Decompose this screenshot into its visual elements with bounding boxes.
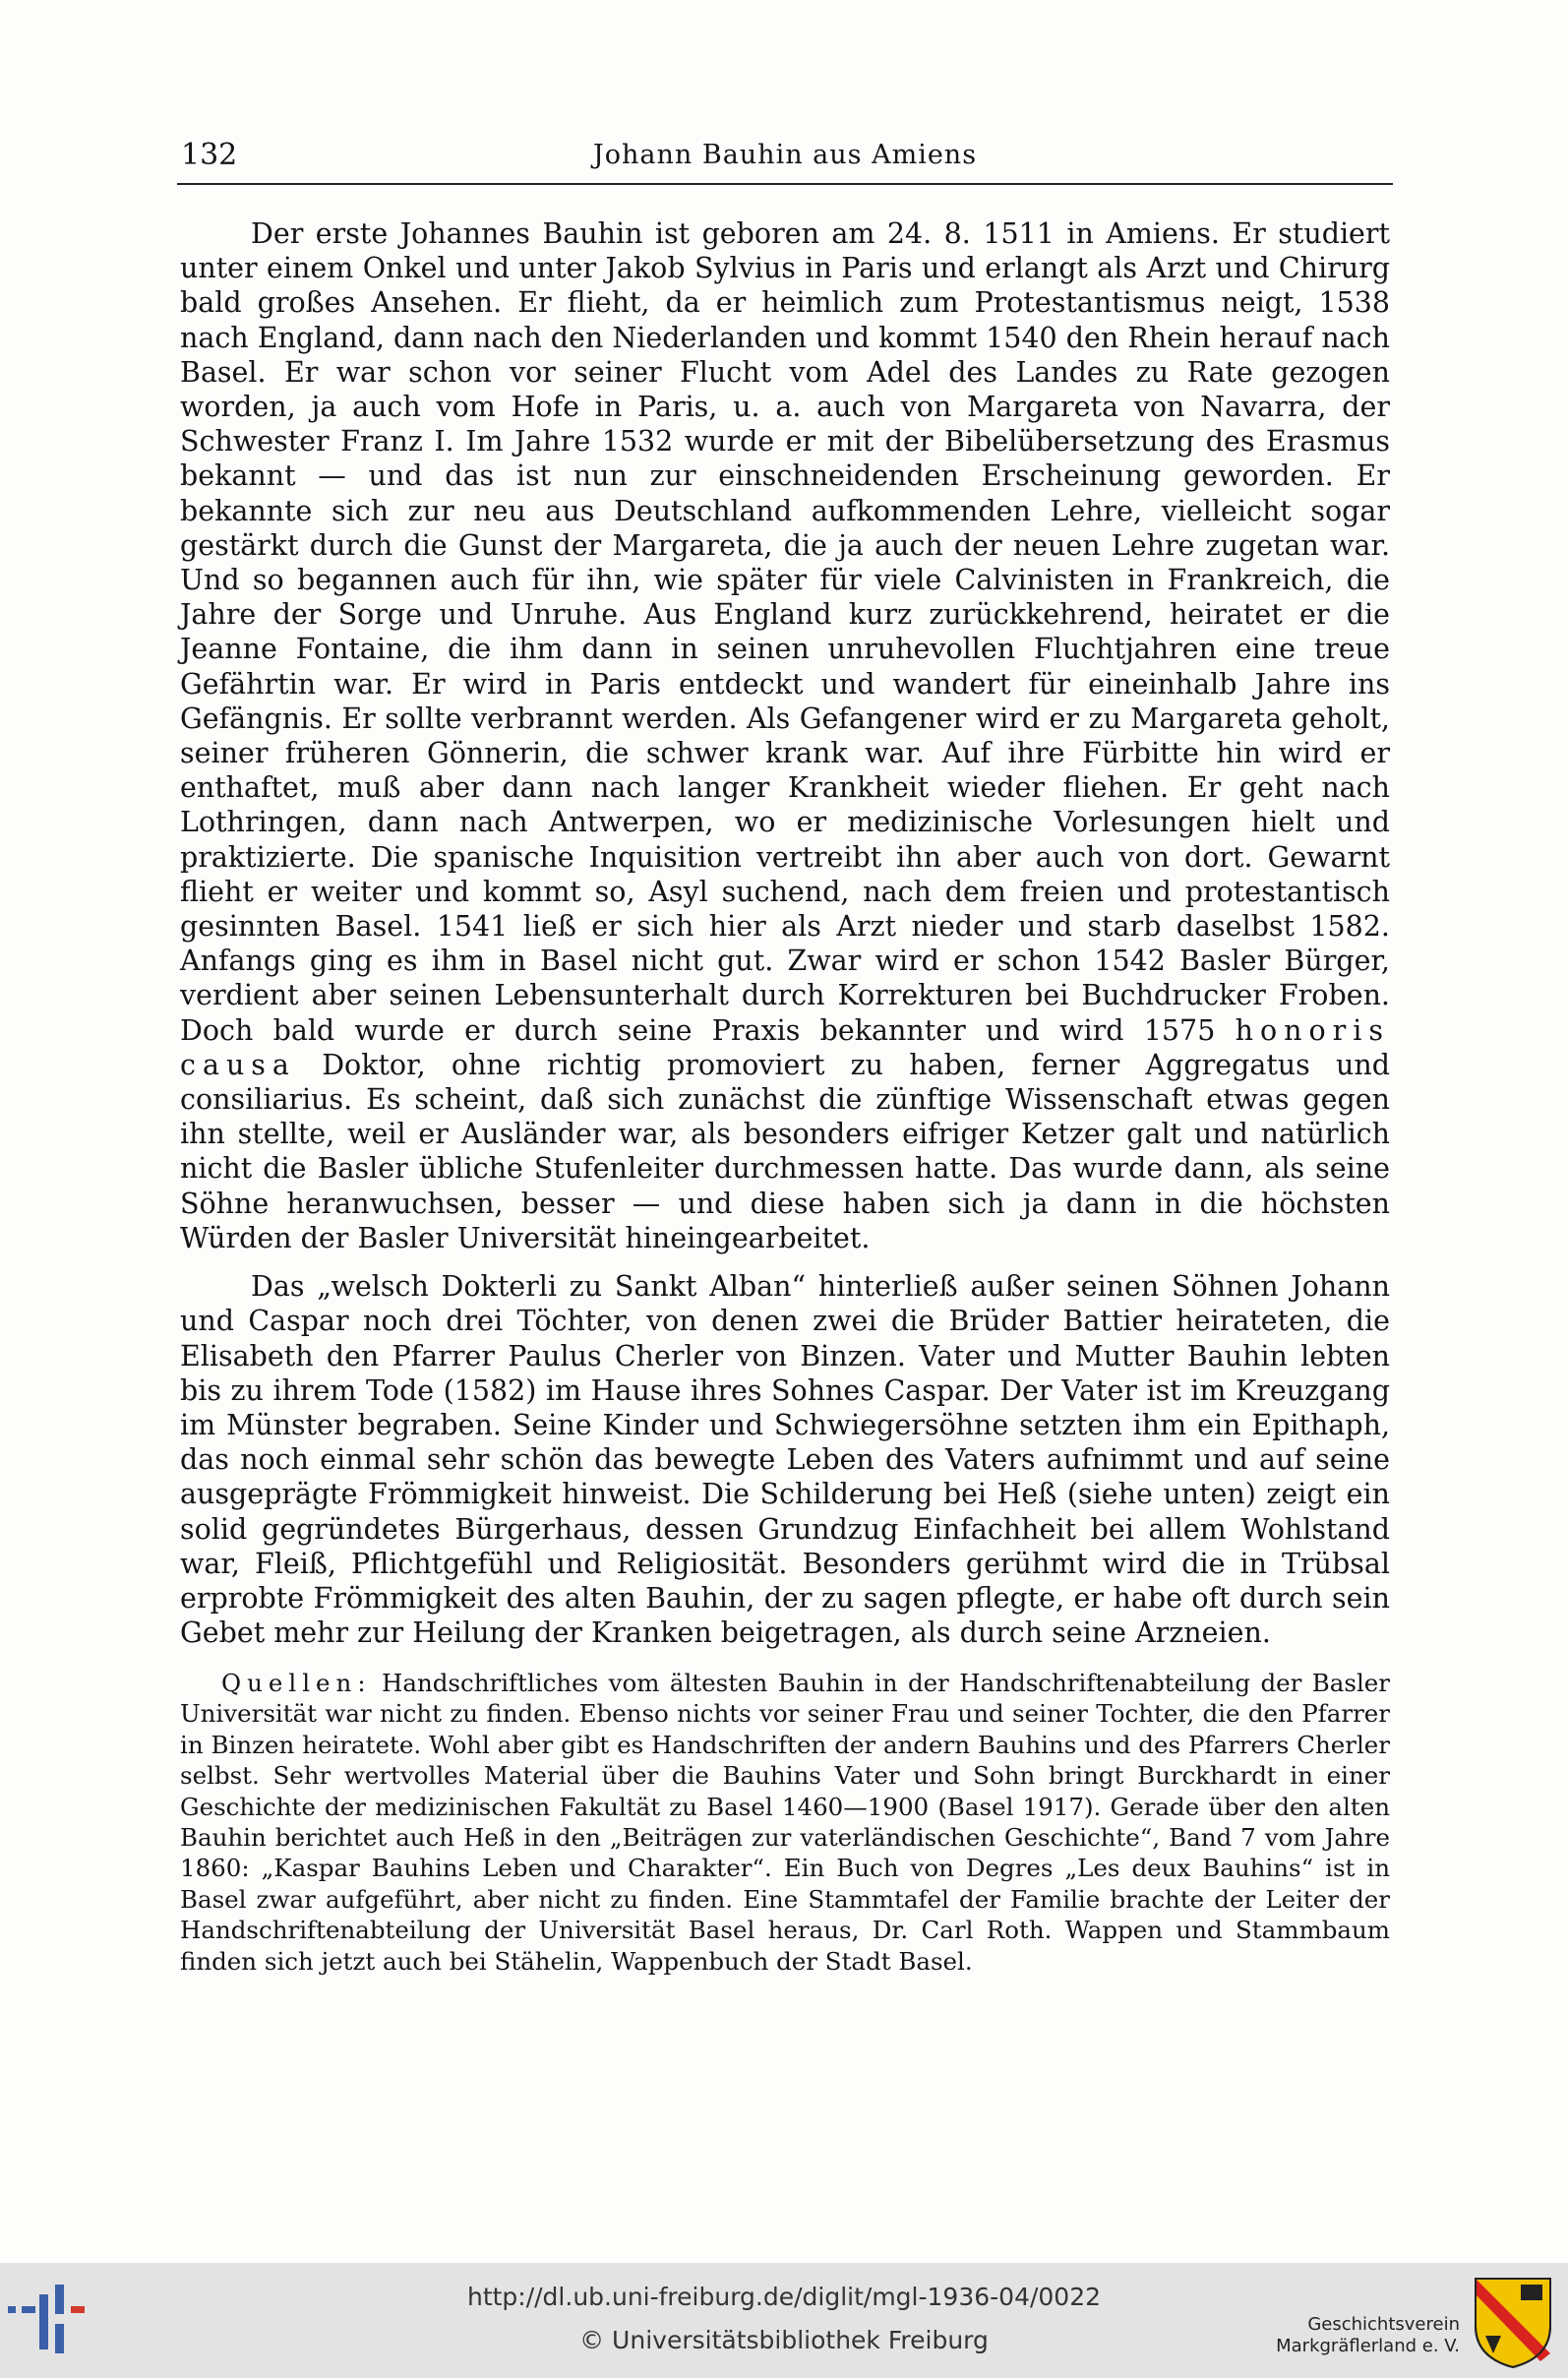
paragraph-text: Doktor, ohne richtig promoviert zu haben, ferner Aggregatus und consiliarius. Es scheint, daß sich zunächst die zünftige Wissenschaft etwas gegen ihn stellte, weil er Ausländer war, als besonders eifriger Ketzer galt und natürlich nicht die Basler übliche Stufenleiter durchmessen hatte. Das wurde dann, als seine Söhne heranwuchsen, besser — und diese haben sich ja dann in die höchsten Würden der Basler Universität hineingearbeitet. <box>180 1048 1390 1254</box>
sources-note <box>180 1668 1390 1977</box>
paragraph: Das „welsch Dokterli zu Sankt Alban“ hinterließ außer seinen Söhnen Johann und Caspar noch drei Töchter, von denen zwei die Brüder Battier heirateten, die Elisabeth den Pfarrer Paulus Cherler von Binzen. Vater und Mutter Bauhin lebten bis zu ihrem Tode (1582) im Hause ihres Sohnes Caspar. Der Vater ist im Kreuzgang im Münster begraben. Seine Kinder und Schwiegersöhne setzten ihm ein Epithaph, das noch einmal sehr schön das bewegte Leben des Vaters aufnimmt und auf seine ausgeprägte Frömmigkeit hinweist. Die Schilderung bei Heß (siehe unten) zeigt ein solid gegründetes Bürgerhaus, dessen Grundzug Einfachheit bei allem Wohlstand war, Fleiß, Pflichtgefühl und Religiosität. Besonders gerühmt wird die in Trübsal erprobte Frömmigkeit des alten Bauhin, der zu sagen pflegte, er habe oft durch sein Gebet mehr zur Heilung der Kranken beigetragen, als durch seine Arzneien. <box>180 1270 1390 1650</box>
page-header <box>177 136 1393 185</box>
sources-text: Handschriftliches vom ältesten Bauhin in der Handschriftenabteilung der Basler Universität war nicht zu finden. Ebenso nichts vor seiner Frau und seiner Tochter, die den Pfarrer in Binzen heiratete. Wohl aber gibt es Handschriften der andern Bauhins und des Pfarrers Cherler selbst. Sehr wertvolles Material über die Bauhins Vater und Sohn bringt Burckhardt in einer Geschichte der medizinischen Fakultät zu Basel 1460—1900 (Basel 1917). Gerade über den alten Bauhin berichtet auch Heß in den „Beiträgen zur vaterländischen Geschichte“, Band 7 vom Jahre 1860: „Kaspar Bauhins Leben und Charakter“. Ein Buch von Degres „Les deux Bauhins“ ist in Basel zwar aufgeführt, aber nicht zu finden. Eine Stammtafel der Familie brachte der Leiter der Handschriftenabteilung der Universität Basel heraus, Dr. Carl Roth. Wappen und Stammbaum finden sich jetzt auch bei Stähelin, Wappenbuch der Stadt Basel. <box>180 1669 1390 1976</box>
emphasized-phrase: honoris causa <box>180 1013 1390 1081</box>
society-name <box>1276 2314 1460 2357</box>
copyright-notice: © Universitätsbibliothek Freiburg <box>579 2326 989 2354</box>
paragraph-text: Der erste Johannes Bauhin ist geboren am 24. 8. 1511 in Amiens. Er studiert unter einem Onkel und unter Jakob Sylvius in Paris und erlangt als Arzt und Chirurg bald großes Ansehen. Er flieht, da er heimlich zum Protestantismus neigt, 1538 nach England, dann nach den Niederlanden und kommt 1540 den Rhein herauf nach Basel. Er war schon vor seiner Flucht vom Adel des Landes zu Rate gezogen worden, ja auch vom Hofe in Paris, u. a. auch von Margareta von Navarra, der Schwester Franz I. Im Jahre 1532 wurde er mit der Bibelübersetzung des Erasmus bekannt — und das ist nun zur einschneidenden Erscheinung geworden. Er bekannte sich zur neu aus Deutschland aufkommenden Lehre, vielleicht sogar gestärkt durch die Gunst der Margareta, die ja auch der neuen Lehre zugetan war. Und so begannen auch für ihn, wie später für viele Calvinisten in Frankreich, die Jahre der Sorge und Unruhe. Aus England kurz zurückkehrend, heiratet er die Jeanne Fontaine, die ihm dann in seinen unruhevollen Fluchtjahren eine treue Gefährtin war. Er wird in Paris entdeckt und wandert für eineinhalb Jahre ins Gefängnis. Er sollte verbrannt werden. Als Gefangener wird er zu Margareta geholt, seiner früheren Gönnerin, die schwer krank war. Auf ihre Fürbitte hin wird er enthaftet, muß aber dann nach langer Krankheit wieder fliehen. Er geht nach Lothringen, dann nach Antwerpen, wo er medizinische Vorlesungen hielt und praktizierte. Die spanische Inquisition vertreibt ihn aber auch von dort. Gewarnt flieht er weiter und kommt so, Asyl suchend, nach dem freien und protestantisch gesinnten Basel. 1541 ließ er sich hier als Arzt nieder und starb daselbst 1582. Anfangs ging es ihm in Basel nicht gut. Zwar wird er schon 1542 Basler Bürger, verdient aber seinen Lebensunterhalt durch Korrekturen bei Buchdrucker Froben. Doch bald wurde er durch seine Praxis bekannter und wird 1575 <box>180 217 1390 1047</box>
sources-label: Quellen: <box>221 1669 372 1697</box>
viewer-footer <box>0 2263 1568 2378</box>
page-number: 132 <box>181 138 238 172</box>
society-name-line: Geschichtsverein <box>1307 2314 1460 2335</box>
running-title: Johann Bauhin aus Amiens <box>592 140 978 170</box>
society-name-line: Markgräflerland e. V. <box>1276 2336 1460 2356</box>
document-url-link[interactable]: http://dl.ub.uni-freiburg.de/diglit/mgl-1936-04/0022 <box>466 2283 1102 2311</box>
paragraph <box>180 216 1390 1255</box>
society-crest-icon[interactable] <box>1472 2275 1554 2369</box>
body-text <box>180 216 1390 1650</box>
